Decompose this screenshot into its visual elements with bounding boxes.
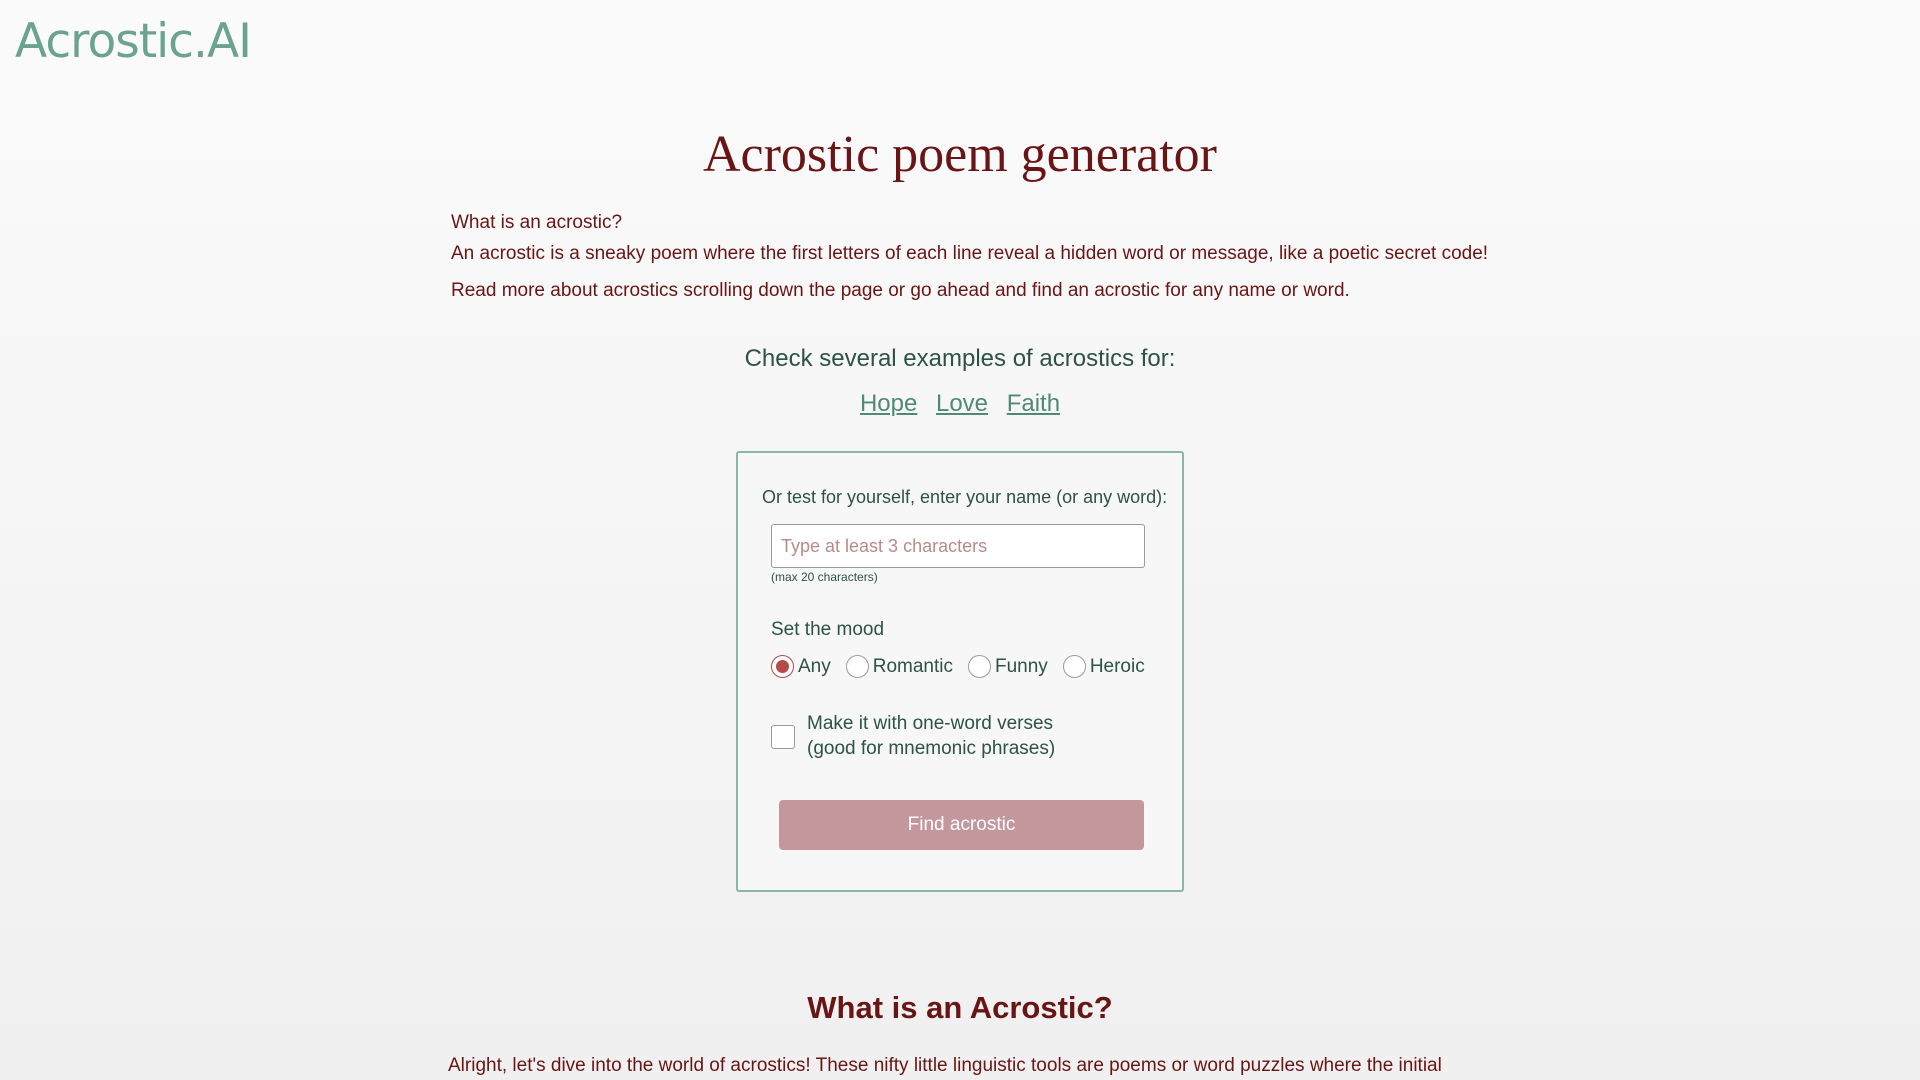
example-link-hope[interactable]: Hope [859, 390, 918, 417]
what-is-acrostic-text: Alright, let's dive into the world of acrostics! These nifty little linguistic tools are poems or word puzzles where the initial [448, 1055, 1442, 1076]
example-link-love[interactable]: Love [935, 390, 989, 417]
mood-option-label: Funny [995, 655, 1048, 677]
one-word-verses-option[interactable] [771, 712, 1055, 761]
checkbox-label-line-2: (good for mnemonic phrases) [807, 737, 1056, 759]
mood-option-romantic[interactable] [846, 655, 953, 678]
mood-label: Set the mood [771, 619, 885, 640]
checkbox-label-line-1: Make it with one-word verses [807, 713, 1054, 734]
find-acrostic-button[interactable]: Find acrostic [779, 800, 1144, 850]
one-word-verses-label [807, 712, 1055, 761]
max-characters-note: (max 20 characters) [771, 570, 878, 584]
radio-any[interactable] [771, 655, 794, 678]
mood-option-heroic[interactable] [1063, 655, 1145, 678]
mood-option-any[interactable] [771, 655, 831, 678]
mood-radio-group [771, 655, 1160, 678]
example-links [0, 390, 1920, 418]
name-input[interactable] [771, 524, 1145, 568]
intro-question: What is an acrostic? [451, 212, 623, 233]
intro-paragraph: An acrostic is a sneaky poem where the first letters of each line reveal a hidden word or message, like a poetic secret code! [451, 242, 1489, 264]
mood-option-label: Any [798, 655, 831, 677]
mood-option-label: Romantic [872, 655, 953, 677]
mood-option-label: Heroic [1089, 655, 1145, 677]
mood-option-funny[interactable] [968, 655, 1048, 678]
acrostic-form [736, 451, 1184, 892]
radio-funny[interactable] [968, 655, 991, 678]
page-title: Acrostic poem generator [702, 126, 1217, 183]
intro-paragraph-2: Read more about acrostics scrolling down the page or go ahead and find an acrostic for any name or word. [451, 280, 1350, 302]
logo[interactable]: Acrostic.AI [15, 14, 251, 69]
one-word-verses-checkbox[interactable] [771, 725, 795, 749]
radio-heroic[interactable] [1063, 655, 1086, 678]
what-is-acrostic-heading: What is an Acrostic? [807, 990, 1113, 1025]
examples-heading: Check several examples of acrostics for: [744, 345, 1176, 372]
intro-section [451, 211, 1491, 304]
name-input-label: Or test for yourself, enter your name (or any word): [762, 487, 1168, 507]
radio-romantic[interactable] [846, 655, 869, 678]
example-link-faith[interactable]: Faith [1006, 390, 1061, 417]
